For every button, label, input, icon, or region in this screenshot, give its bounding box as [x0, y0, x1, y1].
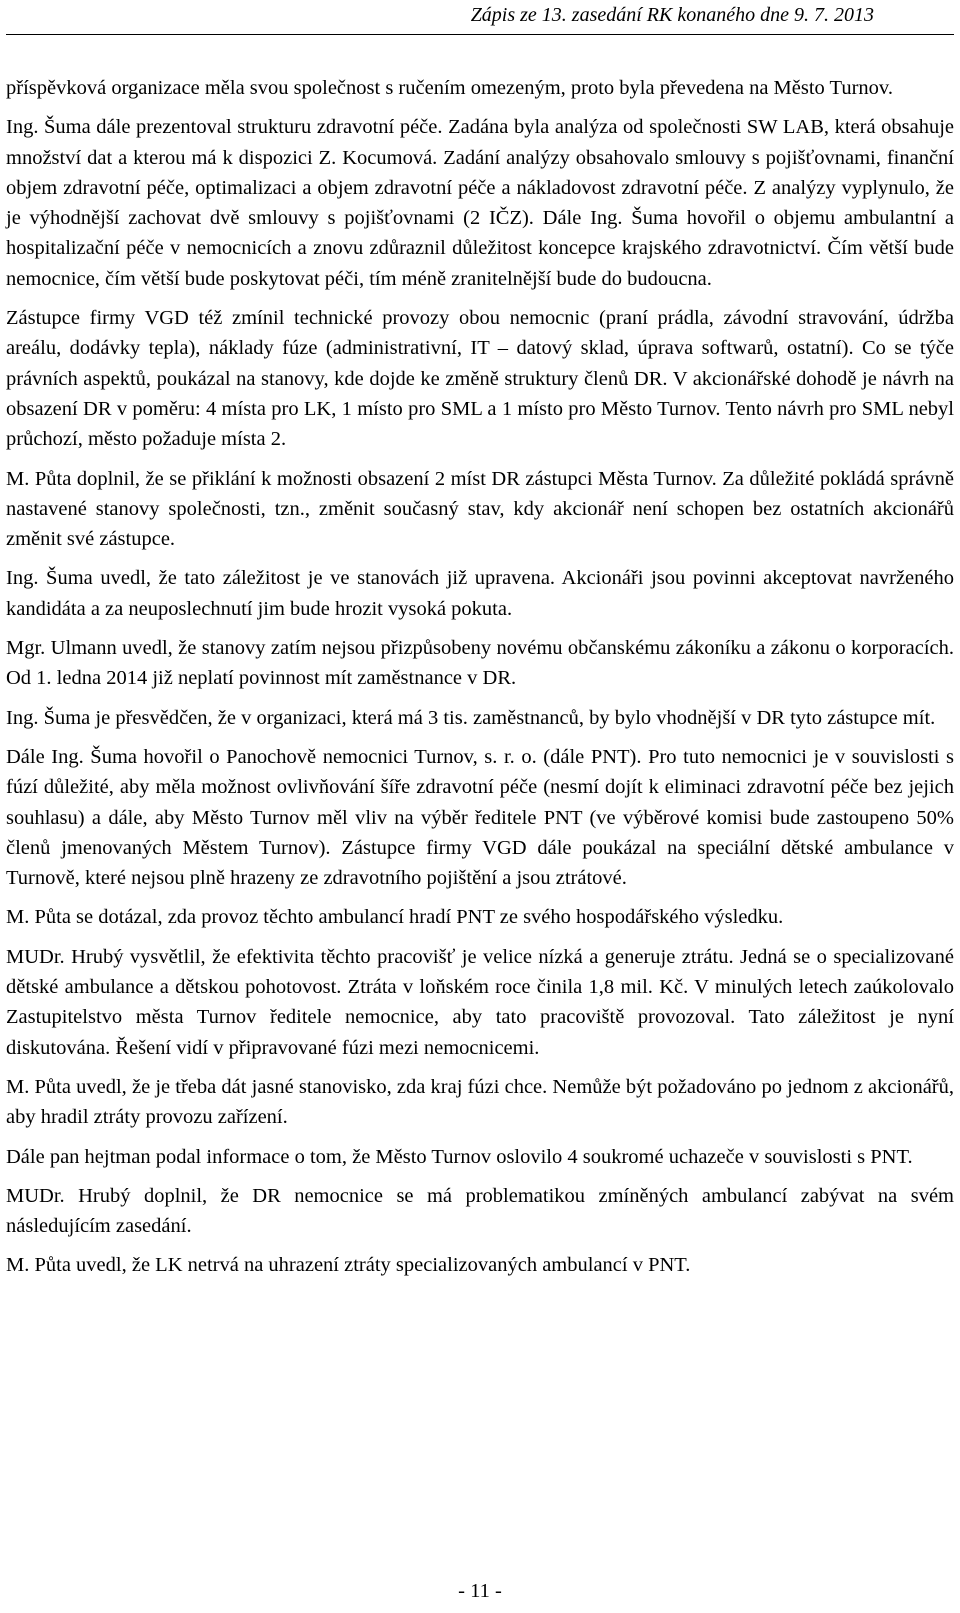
paragraph-14: M. Půta uvedl, že LK netrvá na uhrazení ztráty specializovaných ambulancí v PNT. [6, 1254, 691, 1277]
paragraph-12: Dále pan hejtman podal informace o tom, že Město Turnov oslovilo 4 soukromé uchazeče v souvislosti s PNT. [6, 1145, 913, 1168]
paragraph-10: MUDr. Hrubý vysvětlil, že efektivita těchto pracovišť je velice nízká a generuje ztrátu. Jedná se o specializované dětské ambulance a dětskou pohotovost. Ztráta v loňském roce činila 1,8 mil. Kč. V minulých letech zaúkolovalo Zastupitelstvo města Turnov ředitele nemocnice, aby tato pracoviště provozoval. Tato záležitost je nyní diskutována. Řešení vidí v připravované fúzi mezi nemocnicemi. [6, 945, 954, 1059]
page-number: - 11 - [458, 1580, 502, 1602]
paragraph-1: příspěvková organizace měla svou společnost s ručením omezeným, proto byla převedena na Město Turnov. [6, 77, 893, 99]
header-divider [6, 34, 954, 35]
paragraph-3: Zástupce firmy VGD též zmínil technické provozy obou nemocnic (praní prádla, závodní stravování, údržba areálu, dodávky tepla), náklady fúze (administrativní, IT – datový sklad, úprava softwarů, ostatní). Co se týče právních aspektů, poukázal na stanovy, kde dojde ke změně struktury členů DR. V akcionářské dohodě je návrh na obsazení DR v poměru: 4 místa pro LK, 1 místo pro SML a 1 místo pro Město Turnov. Tento návrh pro SML nebyl průchozí, město požaduje místa 2. [6, 307, 954, 451]
paragraph-6: Mgr. Ulmann uvedl, že stanovy zatím nejsou přizpůsobeny novému občanskému zákoníku a zákonu o korporacích. Od 1. ledna 2014 již neplatí povinnost mít zaměstnance v DR. [6, 637, 954, 690]
paragraph-5: Ing. Šuma uvedl, že tato záležitost je ve stanovách již upravena. Akcionáři jsou povinni akceptovat navrženého kandidáta a za neuposlechnutí jim bude hrozit vysoká pokuta. [6, 567, 954, 620]
paragraph-13: MUDr. Hrubý doplnil, že DR nemocnice se má problematikou zmíněných ambulancí zabývat na svém následujícím zasedání. [6, 1184, 954, 1238]
paragraph-4: M. Půta doplnil, že se přiklání k možnosti obsazení 2 míst DR zástupci Města Turnov. Za důležité pokládá správně nastavené stanovy společnosti, tzn., změnit současný stav, kdy akcionář není schopen bez ostatních akcionářů změnit své zástupce. [6, 467, 954, 551]
paragraph-8: Dále Ing. Šuma hovořil o Panochově nemocnici Turnov, s. r. o. (dále PNT). Pro tuto nemocnici je v souvislosti s fúzí důležité, aby měla možnost ovlivňování šíře zdravotní péče (nesmí dojít k eliminaci zdravotní péče bez jejich souhlasu) a dále, aby Město Turnov měl vliv na výběr ředitele PNT (ve výběrové komisi bude zastoupeno 50% členů jmenovaných Městem Turnov). Zástupce firmy VGD dále poukázal na speciální dětské ambulance v Turnově, které nejsou plně hrazeny ze zdravotního pojištění a jsou ztrátové. [6, 745, 954, 890]
paragraph-7: Ing. Šuma je přesvědčen, že v organizaci, která má 3 tis. zaměstnanců, by bylo vhodnější v DR tyto zástupce mít. [6, 706, 936, 729]
document-body [6, 73, 954, 1290]
paragraph-2: Ing. Šuma dále prezentoval strukturu zdravotní péče. Zadána byla analýza od společnosti SW LAB, která obsahuje množství dat a kterou má k dispozici Z. Kocumová. Zadání analýzy obsahovalo smlouvy s pojišťovnami, finanční objem zdravotní péče, optimalizaci a objem zdravotní péče a nákladovost zdravotní péče. Z analýzy vyplynulo, že je výhodnější zachovat dvě smlouvy s pojišťovnami (2 IČZ). Dále Ing. Šuma hovořil o objemu ambulantní a hospitalizační péče v nemocnicích a znovu zdůraznil důležitost koncepce krajského zdravotnictví. Čím větší bude nemocnice, čím větší bude poskytovat péči, tím méně zranitelnější bude do budoucna. [6, 116, 954, 290]
paragraph-11: M. Půta uvedl, že je třeba dát jasné stanovisko, zda kraj fúzi chce. Nemůže být požadováno po jednom z akcionářů, aby hradil ztráty provozu zařízení. [6, 1075, 954, 1129]
paragraph-9: M. Půta se dotázal, zda provoz těchto ambulancí hradí PNT ze svého hospodářského výsledku. [6, 906, 784, 929]
page-header-title: Zápis ze 13. zasedání RK konaného dne 9. 7. 2013 [470, 4, 874, 26]
